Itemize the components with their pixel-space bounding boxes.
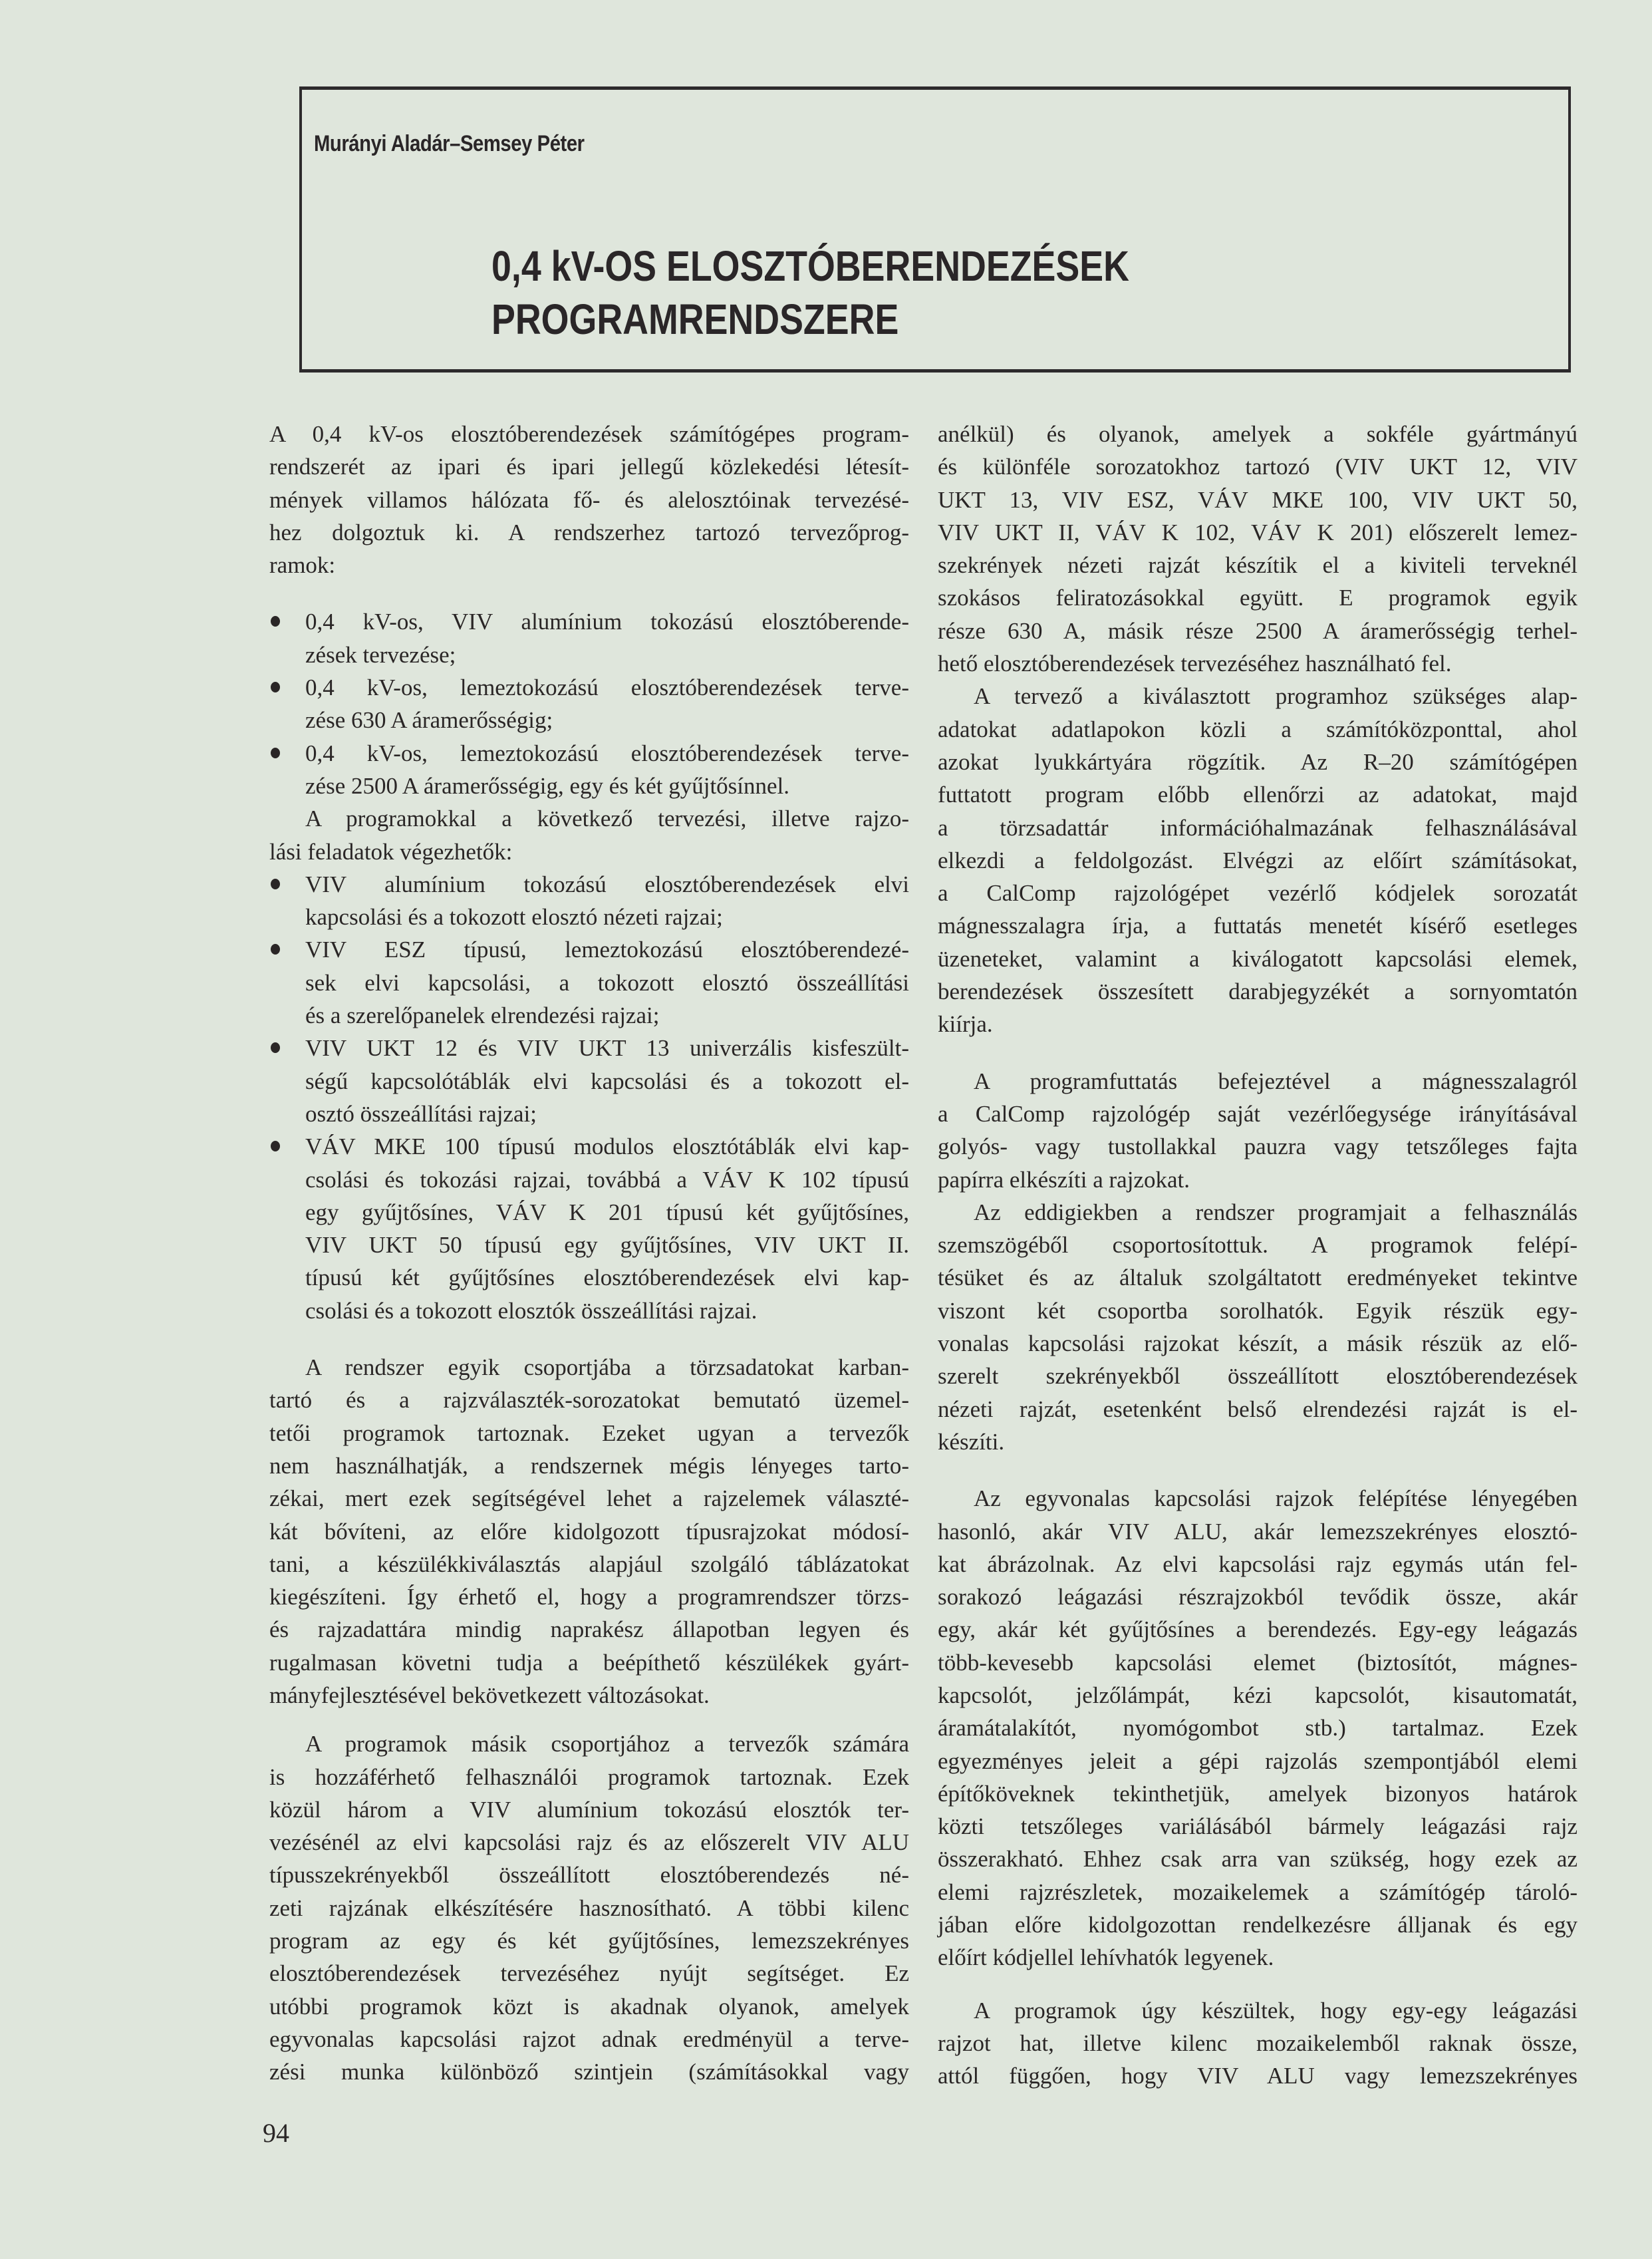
text-line: zeti rajzának elkészítésére hasznosítható. A többi kilenc: [269, 1894, 909, 1921]
list-item: [269, 671, 909, 737]
text-line: tésüket és az általuk szolgáltatott eredményeket tekintve: [938, 1265, 1578, 1291]
text-line: szekrények nézeti rajzát készítik el a kiviteli terveknél: [938, 552, 1578, 579]
bullet-icon: [271, 879, 280, 889]
text-line: kapcsolót, jelzőlámpát, kézi kapcsolót, kisautomatát,: [938, 1682, 1578, 1708]
text-line: vezésénél az elvi kapcsolási rajz és az előszerelt VIV ALU: [269, 1829, 909, 1856]
list-item: [269, 1032, 909, 1130]
program-list: [269, 605, 909, 802]
article-author: Murányi Aladár–Semsey Péter: [314, 131, 585, 156]
text-line: csolási és tokozási rajzai, továbbá a VÁV K 102 típusú: [305, 1166, 909, 1193]
text-line: A programok másik csoportjához a tervezők számára: [305, 1731, 909, 1757]
paragraph-user-programs: [269, 1728, 909, 2088]
text-line: része 630 A, másik része 2500 A áramerősségig terhel-: [938, 617, 1578, 644]
text-line: jában előre kidolgozottan rendelkezésre álljanak és egy: [938, 1912, 1578, 1938]
text-line: kapcsolási és a tokozott elosztó nézeti rajzai;: [305, 904, 723, 931]
text-line: nem használhatják, a rendszernek mégis lényeges tarto-: [269, 1452, 909, 1479]
text-line: adatokat adatlapokon közli a számítóközponttal, ahol: [938, 716, 1578, 742]
list-item: [269, 605, 909, 671]
text-line: és rajzadattára mindig naprakész állapotban legyen és: [269, 1616, 909, 1643]
text-line: utóbbi programok közt is akadnak olyanok, amelyek: [269, 1993, 909, 2020]
text-line: rajzot hat, illetve kilenc mozaikelemből raknak össze,: [938, 2030, 1578, 2056]
text-line: Az eddigiekben a rendszer programjait a felhasználás: [974, 1199, 1578, 1225]
text-line: rugalmasan követni tudja a beépíthető készülékek gyárt-: [269, 1649, 909, 1676]
title-line: 0,4 kV-OS ELOSZTÓBERENDEZÉSEK: [491, 242, 1129, 290]
list-item: [269, 933, 909, 1032]
bullet-icon: [271, 944, 280, 955]
text-line: tani, a készülékkiválasztás alapjául szolgáló táblázatokat: [269, 1551, 909, 1577]
text-line: A programokkal a következő tervezési, illetve rajzo-: [305, 806, 909, 832]
text-line: elosztóberendezések tervezéséhez nyújt segítséget. Ez: [269, 1960, 909, 1987]
text-line: elkezdi a feldolgozást. Elvégzi az előírt számításokat,: [938, 847, 1578, 873]
text-line: Az egyvonalas kapcsolási rajzok felépítése lényegében: [974, 1485, 1578, 1512]
text-line: A programok úgy készültek, hogy egy-egy leágazási: [974, 1997, 1578, 2024]
text-line: előírt kódjellel lehívhatók legyenek.: [938, 1944, 1274, 1971]
text-line: csolási és a tokozott elosztók összeállítási rajzai.: [305, 1297, 757, 1324]
text-line: készíti.: [938, 1428, 1005, 1455]
list-item: [269, 1130, 909, 1327]
text-line: egyvonalas kapcsolási rajzot adnak eredményül a terve-: [269, 2026, 909, 2052]
text-line: 0,4 kV-os, lemeztokozású elosztóberendezések terve-: [305, 740, 909, 766]
text-line: mágnesszalagra írja, a futtatás menetét kísérő esetleges: [938, 913, 1578, 939]
text-line: lási feladatok végezhetők:: [269, 838, 513, 865]
article-header-box: [299, 86, 1571, 373]
text-line: futtatott program előbb ellenőrzi az adatokat, majd: [938, 782, 1578, 808]
text-line: zékai, mert ezek segítségével lehet a rajzelemek választé-: [269, 1485, 909, 1512]
text-line: is hozzáférhető felhasználói programok tartoznak. Ezek: [269, 1763, 909, 1790]
intro-paragraph: [269, 418, 909, 581]
paragraph-continuation: [938, 418, 1578, 680]
paragraph-plotter: [938, 1065, 1578, 1196]
text-line: egyezményes jeleit a gépi rajzolás szempontjából elemi: [938, 1747, 1578, 1774]
text-line: anélkül) és olyanok, amelyek a sokféle gyártmányú: [938, 421, 1578, 447]
text-line: mények villamos hálózata fő- és alelosztóinak tervezésé-: [269, 486, 909, 513]
text-line: osztó összeállítási rajzai;: [305, 1100, 537, 1127]
tasks-intro-paragraph: [269, 802, 909, 868]
text-line: A rendszer egyik csoportjába a törzsadatokat karban-: [305, 1354, 909, 1381]
paragraph-program-grouping: [938, 1196, 1578, 1458]
text-line: hez dolgoztuk ki. A rendszerhez tartozó tervezőprog-: [269, 519, 909, 545]
text-line: és különféle sorozatokhoz tartozó (VIV UKT 12, VIV: [938, 454, 1578, 480]
paragraph-designer-workflow: [938, 680, 1578, 1040]
title-line: PROGRAMRENDSZERE: [491, 295, 899, 343]
bullet-icon: [271, 1141, 280, 1151]
text-line: közül három a VIV alumínium tokozású elosztók ter-: [269, 1796, 909, 1823]
text-line: A programfuttatás befejeztével a mágnesszalagról: [974, 1068, 1578, 1094]
text-line: VIV ESZ típusú, lemeztokozású elosztóberendezé-: [305, 937, 909, 963]
text-line: 0,4 kV-os, VIV alumínium tokozású elosztóberende-: [305, 609, 909, 635]
text-line: és a szerelőpanelek elrendezési rajzai;: [305, 1002, 660, 1029]
text-line: A tervező a kiválasztott programhoz szükséges alap-: [974, 683, 1578, 710]
text-line: elemi rajzrészletek, mozaikelemek a számítógép tároló-: [938, 1879, 1578, 1905]
text-line: ramok:: [269, 552, 336, 579]
text-line: sek elvi kapcsolási, a tokozott elosztó összeállítási: [305, 969, 909, 996]
text-line: rendszerét az ipari és ipari jellegű közlekedési létesít-: [269, 454, 909, 480]
text-line: zése 2500 A áramerősségig, egy és két gyűjtősínnel.: [305, 772, 790, 799]
list-item: [269, 737, 909, 803]
text-line: szokásos feliratozásokkal együtt. E programok egyik: [938, 585, 1578, 611]
bullet-icon: [271, 682, 280, 692]
text-line: kát bővíteni, az előre kidolgozott típusrajzokat módosí-: [269, 1518, 909, 1545]
text-line: szerelt szekrényekből összeállított elosztóberendezések: [938, 1363, 1578, 1390]
text-line: VIV UKT 50 típusú egy gyűjtősínes, VIV UKT II.: [305, 1232, 909, 1259]
text-line: több-kevesebb kapcsolási elemet (biztosítót, mágnes-: [938, 1649, 1578, 1676]
text-line: papírra elkészíti a rajzokat.: [938, 1166, 1190, 1193]
text-line: szemszögéből csoportosítottuk. A programok felépí-: [938, 1232, 1578, 1259]
text-line: tartó és a rajzválaszték-sorozatokat bemutató üzemel-: [269, 1387, 909, 1414]
text-line: a törzsadattár információhalmazának felhasználásával: [938, 814, 1578, 841]
bullet-icon: [271, 616, 280, 627]
left-column: [269, 418, 909, 2089]
text-line: közti tetszőleges variálásából bármely leágazási rajz: [938, 1813, 1578, 1840]
text-line: tetői programok tartoznak. Ezeket ugyan a tervezők: [269, 1420, 909, 1446]
task-list: [269, 868, 909, 1327]
text-line: áramátalakítót, nyomógombot stb.) tartalmaz. Ezek: [938, 1715, 1578, 1741]
text-line: A 0,4 kV-os elosztóberendezések számítógépes program-: [269, 421, 909, 447]
right-column: [938, 418, 1578, 2093]
text-line: üzeneteket, valamint a kiválogatott kapcsolási elemek,: [938, 945, 1578, 972]
paragraph-mosaic-elements: [938, 1994, 1578, 2093]
text-line: nézeti rajzát, esetenként belső elrendezési rajzát is el-: [938, 1396, 1578, 1422]
text-line: egy gyűjtősínes, VÁV K 201 típusú két gyűjtősínes,: [305, 1199, 909, 1225]
text-line: típusszekrényekből összeállított elosztóberendezés né-: [269, 1862, 909, 1888]
text-line: attól függően, hogy VIV ALU vagy lemezszekrényes: [938, 2063, 1578, 2089]
text-line: VIV alumínium tokozású elosztóberendezések elvi: [305, 871, 909, 897]
text-line: egy, akár két gyűjtősínes a berendezés. Egy-egy leágazás: [938, 1616, 1578, 1643]
text-line: golyós- vagy tustollakkal pauzra vagy tetszőleges fajta: [938, 1133, 1578, 1160]
text-line: azokat lyukkártyára rögzítik. Az R–20 számítógépen: [938, 748, 1578, 775]
text-line: zések tervezése;: [305, 641, 456, 668]
text-line: VIV UKT II, VÁV K 102, VÁV K 201) előszerelt lemez-: [938, 519, 1578, 545]
text-line: VIV UKT 12 és VIV UKT 13 univerzális kisfeszült-: [305, 1035, 909, 1062]
text-line: típusú két gyűjtősínes elosztóberendezések elvi kap-: [305, 1265, 909, 1291]
article-title: [491, 239, 1129, 346]
text-line: hasonló, akár VIV ALU, akár lemezszekrényes elosztó-: [938, 1518, 1578, 1545]
text-line: berendezések összesített darabjegyzékét a sornyomtatón: [938, 979, 1578, 1005]
text-line: kiegészíteni. Így érhető el, hogy a programrendszer törzs-: [269, 1584, 909, 1610]
text-line: kiírja.: [938, 1011, 993, 1038]
text-line: hető elosztóberendezések tervezéséhez használható fel.: [938, 651, 1452, 677]
text-line: sorakozó leágazási részrajzokból tevődik össze, akár: [938, 1584, 1578, 1610]
page-number: 94: [263, 2118, 289, 2148]
text-line: a CalComp rajzológép saját vezérlőegysége irányításával: [938, 1100, 1578, 1127]
text-line: mányfejlesztésével bekövetkezett változásokat.: [269, 1682, 710, 1708]
text-line: zési munka különböző szintjein (számításokkal vagy: [269, 2059, 909, 2085]
text-line: építőköveknek tekinthetjük, amelyek bizonyos határok: [938, 1780, 1578, 1807]
text-line: 0,4 kV-os, lemeztokozású elosztóberendezések terve-: [305, 675, 909, 701]
text-line: összerakható. Ehhez csak arra van szükség, hogy ezek az: [938, 1846, 1578, 1873]
text-line: UKT 13, VIV ESZ, VÁV MKE 100, VIV UKT 50,: [938, 486, 1578, 513]
text-line: viszont két csoportba sorolhatók. Egyik részük egy-: [938, 1297, 1578, 1324]
text-line: a CalComp rajzológépet vezérlő kódjelek sorozatát: [938, 880, 1578, 907]
bullet-icon: [271, 1042, 280, 1053]
text-line: VÁV MKE 100 típusú modulos elosztótáblák elvi kap-: [305, 1133, 909, 1160]
text-line: kat ábrázolnak. Az elvi kapcsolási rajz egymás után fel-: [938, 1551, 1578, 1577]
text-line: zése 630 A áramerősségig;: [305, 707, 553, 734]
paragraph-single-line-drawings: [938, 1482, 1578, 1974]
text-line: vonalas kapcsolási rajzokat készít, a másik részük az elő-: [938, 1330, 1578, 1357]
list-item: [269, 868, 909, 934]
paragraph-maintenance-programs: [269, 1351, 909, 1712]
text-line: ségű kapcsolótáblák elvi kapcsolási és a tokozott el-: [305, 1068, 909, 1094]
bullet-icon: [271, 748, 280, 758]
text-line: program az egy és két gyűjtősínes, lemezszekrényes: [269, 1928, 909, 1954]
